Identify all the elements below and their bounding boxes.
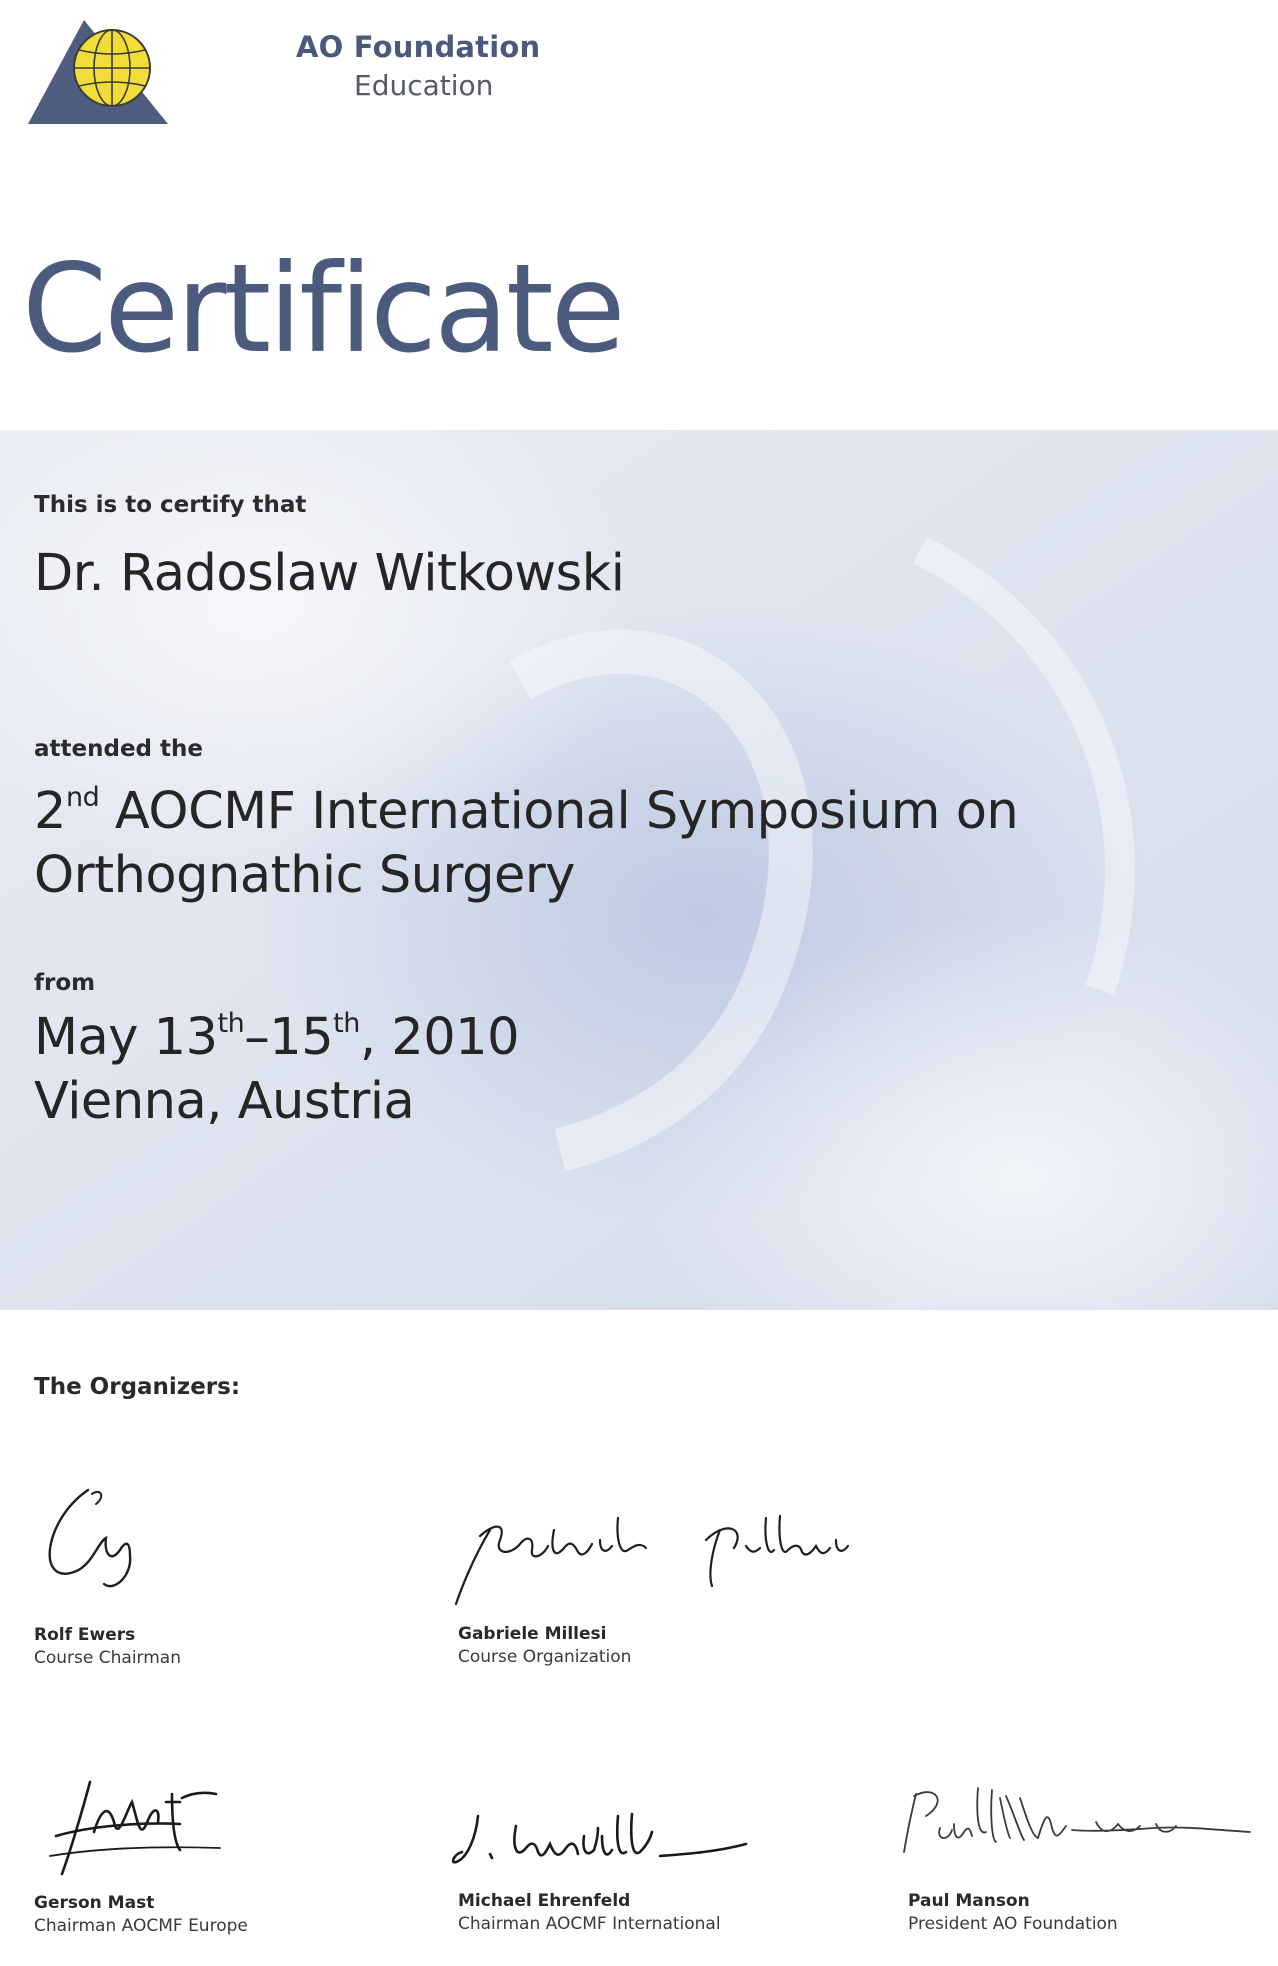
event-title <box>34 780 1234 909</box>
date-year: , 2010 <box>359 1008 520 1067</box>
date-end-suffix: th <box>333 1008 360 1039</box>
from-label: from <box>34 970 96 996</box>
organization-heading <box>296 30 540 102</box>
globe-triangle-icon <box>26 14 170 126</box>
event-ordinal-suffix: nd <box>65 782 100 813</box>
event-location: Vienna, Austria <box>34 1072 415 1132</box>
organizer-role: Chairman AOCMF Europe <box>34 1916 248 1936</box>
recipient-name: Dr. Radoslaw Witkowski <box>34 544 625 603</box>
event-title-line1: AOCMF International Symposium on <box>99 782 1019 841</box>
date-start: May 13 <box>34 1008 218 1067</box>
signature-michael-ehrenfeld <box>446 1796 766 1886</box>
organizer-name: Michael Ehrenfeld <box>458 1891 631 1911</box>
organizer-name: Gerson Mast <box>34 1893 155 1913</box>
date-end: –15 <box>244 1008 334 1067</box>
event-dates <box>34 1006 519 1135</box>
signature-gabriele-millesi <box>450 1500 870 1610</box>
intro-label: This is to certify that <box>34 492 307 518</box>
organizer-role: Course Chairman <box>34 1648 181 1668</box>
organizer-name: Paul Manson <box>908 1891 1030 1911</box>
organizers-label: The Organizers: <box>34 1374 241 1400</box>
organization-division: Education <box>354 69 494 102</box>
signature-gerson-mast <box>30 1772 230 1882</box>
organizer-role: Chairman AOCMF International <box>458 1914 721 1934</box>
organizer-role: President AO Foundation <box>908 1914 1118 1934</box>
attended-label: attended the <box>34 736 203 762</box>
organizer-name: Rolf Ewers <box>34 1625 136 1645</box>
organizer-name: Gabriele Millesi <box>458 1624 607 1644</box>
certificate-title: Certificate <box>22 238 623 380</box>
signature-rolf-ewers <box>34 1480 174 1610</box>
signature-paul-manson <box>896 1778 1266 1868</box>
organization-name: AO Foundation <box>296 30 541 64</box>
date-start-suffix: th <box>217 1008 245 1039</box>
event-title-line2: Orthognathic Surgery <box>34 846 575 906</box>
event-ordinal-number: 2 <box>34 782 66 841</box>
organizer-role: Course Organization <box>458 1647 632 1667</box>
ao-foundation-logo <box>26 14 170 126</box>
